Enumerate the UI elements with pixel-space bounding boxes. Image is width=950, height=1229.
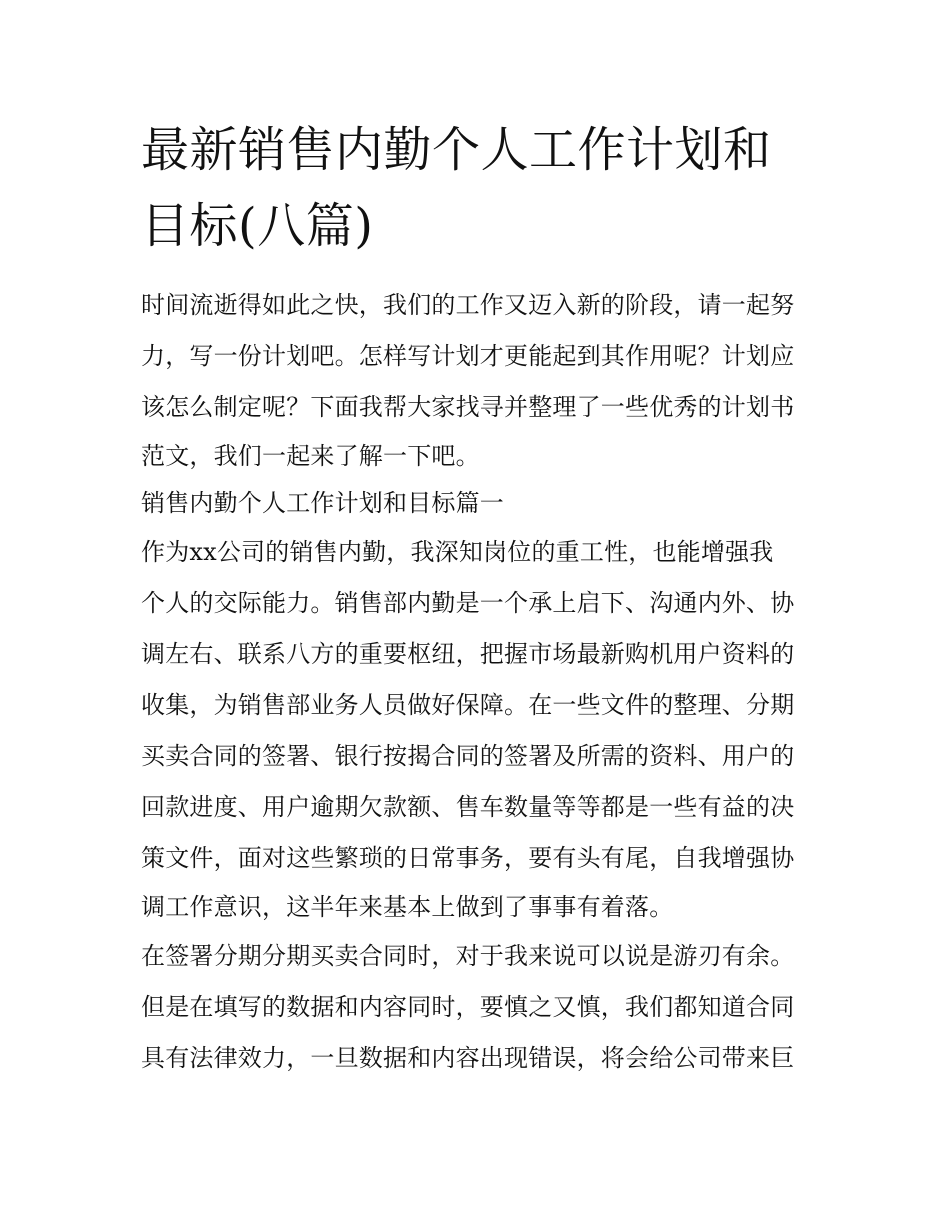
intro-line: 力，写一份计划吧。怎样写计划才更能起到其作用呢？计划应 — [141, 342, 795, 370]
intro-line: 范文，我们一起来了解一下吧。 — [141, 442, 480, 470]
paragraph-line: 收集，为销售部业务人员做好保障。在一些文件的整理、分期 — [141, 691, 795, 719]
paragraph-line: 具有法律效力，一旦数据和内容出现错误，将会给公司带来巨 — [141, 1044, 795, 1072]
paragraph-1 — [141, 527, 817, 931]
paragraph-line: 调左右、联系八方的重要枢纽，把握市场最新购机用户资料的 — [141, 640, 795, 668]
intro-paragraph — [141, 280, 817, 480]
paragraph-line: 策文件，面对这些繁琐的日常事务，要有头有尾，自我增强协 — [141, 844, 795, 872]
title-line-2: 目标(八篇) — [141, 198, 374, 254]
paragraph-line: 买卖合同的签署、银行按揭合同的签署及所需的资料、用户的 — [141, 742, 795, 770]
section-heading: 销售内勤个人工作计划和目标篇一 — [141, 489, 504, 517]
document-title — [141, 112, 821, 264]
paragraph-line: 回款进度、用户逾期欠款额、售车数量等等都是一些有益的决 — [141, 793, 795, 821]
paragraph-line: 作为xx公司的销售内勤，我深知岗位的重工性，也能增强我 — [141, 538, 774, 566]
paragraph-line: 但是在填写的数据和内容同时，要慎之又慎，我们都知道合同 — [141, 993, 795, 1021]
paragraph-line: 调工作意识，这半年来基本上做到了事事有着落。 — [141, 893, 674, 921]
paragraph-line: 个人的交际能力。销售部内勤是一个承上启下、沟通内外、协 — [141, 589, 795, 617]
paragraph-line: 在签署分期分期买卖合同时，对于我来说可以说是游刃有余。 — [141, 942, 795, 970]
title-line-1: 最新销售内勤个人工作计划和 — [141, 122, 772, 178]
intro-line: 该怎么制定呢？下面我帮大家找寻并整理了一些优秀的计划书 — [141, 393, 795, 421]
document-body — [141, 280, 817, 1084]
paragraph-2 — [141, 931, 817, 1084]
intro-line: 时间流逝得如此之快，我们的工作又迈入新的阶段，请一起努 — [141, 291, 795, 319]
